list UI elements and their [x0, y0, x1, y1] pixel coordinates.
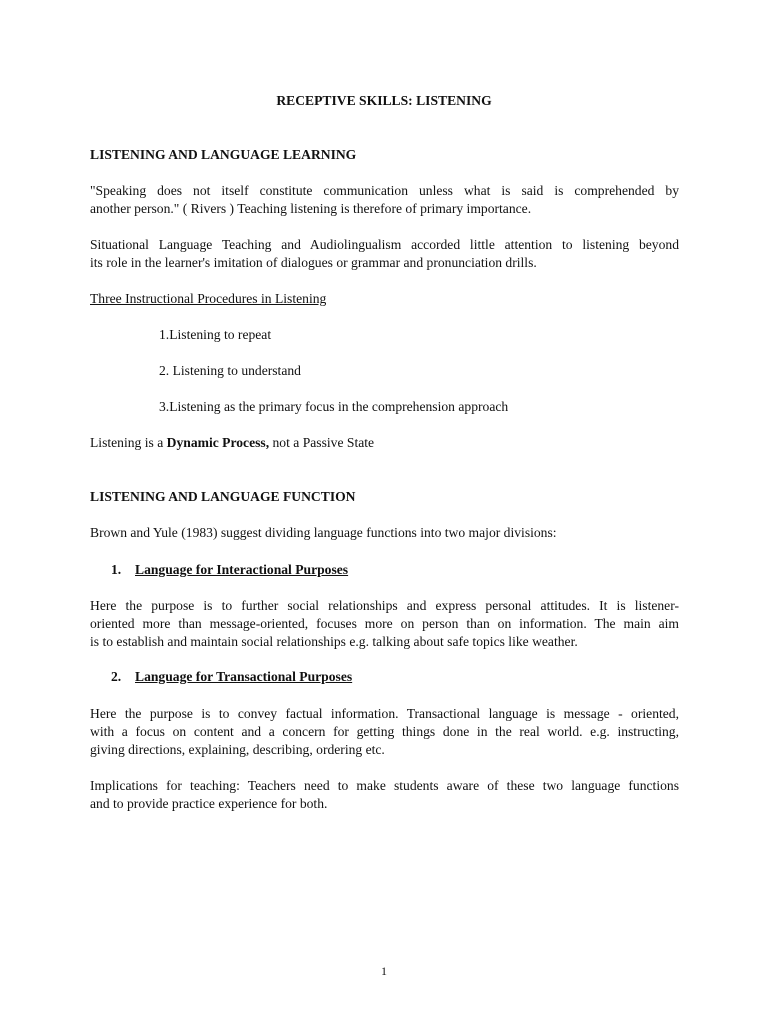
item-label: Language for Interactional Purposes [135, 562, 349, 577]
section-heading-language-learning: LISTENING AND LANGUAGE LEARNING [90, 147, 357, 162]
procedure-item: 3.Listening as the primary focus in the comprehension approach [159, 399, 509, 414]
document-title: RECEPTIVE SKILLS: LISTENING [276, 93, 492, 108]
brown-yule-intro: Brown and Yule (1983) suggest dividing language functions into two major divisions: [90, 525, 557, 540]
transactional-line1: Here the purpose is to convey factual information. Transactional language is message - oriented, [90, 706, 679, 721]
paragraph-situational-line1: Situational Language Teaching and Audiolingualism accorded little attention to listening beyond [90, 237, 679, 252]
interactional-line2: oriented more than message-oriented, focuses more on person than on information. The main aim [90, 616, 679, 631]
paragraph-rivers-quote-line1: "Speaking does not itself constitute communication unless what is said is comprehended by [90, 183, 679, 198]
dynamic-process-statement [90, 434, 679, 452]
interactional-line3: is to establish and maintain social relationships e.g. talking about safe topics like weather. [90, 634, 578, 649]
item-number: 1. [111, 562, 122, 577]
section-heading-language-function: LISTENING AND LANGUAGE FUNCTION [90, 489, 356, 504]
implications-line1: Implications for teaching: Teachers need to make students aware of these two language functions [90, 778, 679, 793]
page-number: 1 [381, 964, 387, 978]
implications-line2: and to provide practice experience for both. [90, 796, 328, 811]
procedures-subheading: Three Instructional Procedures in Listening [90, 291, 327, 306]
item-number: 2. [111, 669, 122, 684]
procedure-item: 2. Listening to understand [159, 363, 301, 378]
numbered-heading-transactional [111, 668, 700, 686]
interactional-line1: Here the purpose is to further social relationships and express personal attitudes. It is listener- [90, 598, 679, 613]
dynamic-bold: Dynamic Process, [166, 435, 270, 450]
paragraph-situational-line2: its role in the learner's imitation of dialogues or grammar and pronunciation drills. [90, 255, 537, 270]
transactional-line3: giving directions, explaining, describing, ordering etc. [90, 742, 385, 757]
procedure-item: 1.Listening to repeat [159, 327, 272, 342]
dynamic-prefix: Listening is a [90, 435, 167, 450]
transactional-line2: with a focus on content and a concern for getting things done in the real world. e.g. instructing, [90, 724, 679, 739]
paragraph-rivers-quote-line2: another person." ( Rivers ) Teaching listening is therefore of primary importance. [90, 201, 532, 216]
item-label: Language for Transactional Purposes [135, 669, 353, 684]
dynamic-suffix: not a Passive State [269, 435, 375, 450]
numbered-heading-interactional [111, 561, 700, 579]
